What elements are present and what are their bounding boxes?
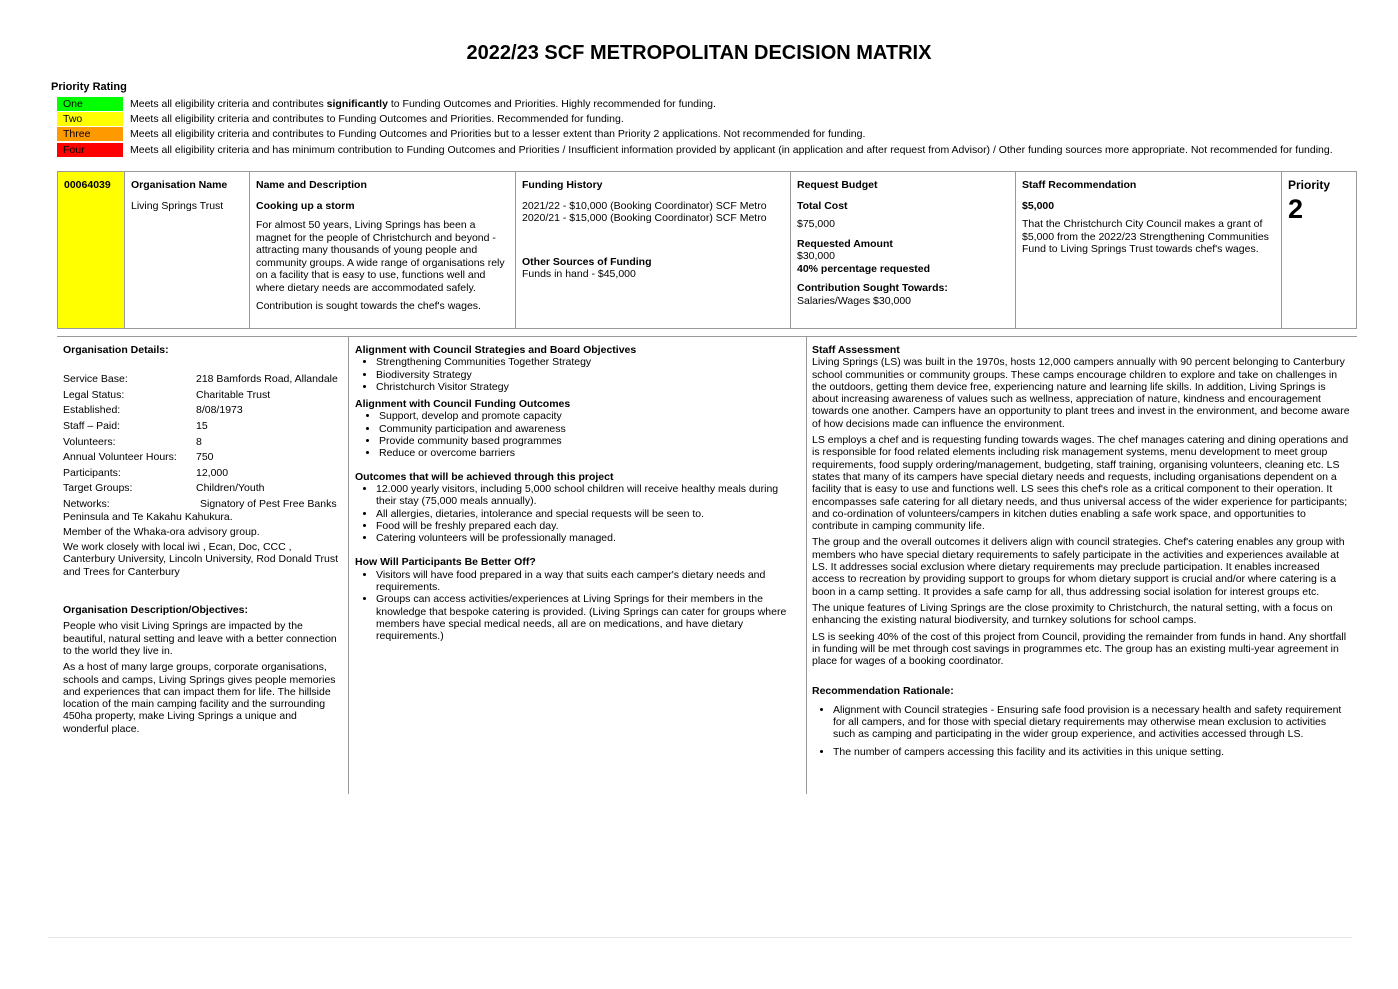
project-description: For almost 50 years, Living Springs has been a magnet for the people of Christchurch and beyond - attracting many thousands of young people and community groups. A wide range of organisations rely on a facility that is easy to use, functions well and where dietary needs are accommodated safely. [256, 219, 505, 294]
application-summary-table [57, 171, 1357, 329]
project-outcomes-heading: Outcomes that will be achieved through this project [355, 470, 614, 483]
list-item: • Community participation and awareness [379, 423, 795, 435]
assessment-paragraph: The unique features of Living Springs are the close proximity to Christchurch, the natural setting, with a focus on enhancing the existing natural biodiversity, and turnkey solutions for school camps. [812, 601, 1333, 627]
request-budget-heading: Request Budget [797, 179, 878, 191]
funding-history-heading: Funding History [522, 179, 603, 191]
detail-row: Participants: 12,000 [63, 466, 229, 479]
priority-description: Meets all eligibility criteria and contributes to Funding Outcomes and Priorities but to a lesser extent than Priority 2 applications. Not recommended for funding. [130, 128, 866, 140]
total-cost-label: Total Cost [797, 199, 848, 212]
list-item: • Strengthening Communities Together Strategy [376, 356, 795, 368]
priority-rating-heading: Priority Rating [51, 81, 127, 93]
staff-assessment-column [812, 344, 1350, 763]
networks-continued: Peninsula and Te Kakahu Kahukura. [63, 510, 233, 523]
detail-row: Staff – Paid: 15 [63, 420, 208, 433]
list-item: • All allergies, dietaries, intolerance and special requests will be seen to. [376, 508, 795, 520]
priority-rating-row [57, 143, 1357, 158]
list-item: • Biodiversity Strategy [376, 369, 795, 381]
organisation-name-heading: Organisation Name [131, 179, 228, 191]
priority-swatch-two: Two [57, 112, 123, 126]
assessment-paragraph: LS is seeking 40% of the cost of this project from Council, providing the remainder from funds in hand. Any shortfall in funding will be met through cost savings in programmes etc. The group has an existing multi-year agreement in place for wages of a booking coordinator. [812, 630, 1347, 668]
priority-rating-row [57, 112, 1357, 127]
organisation-name-cell [125, 172, 250, 328]
organisation-details-column [63, 344, 343, 735]
requested-amount: $30,000 [797, 250, 835, 262]
strategies-list [355, 356, 795, 393]
priority-rating-row [57, 127, 1357, 142]
priority-value: 2 [1288, 193, 1304, 224]
other-sources: Funds in hand - $45,000 [522, 268, 636, 280]
list-item: • Provide community based programmes [379, 435, 795, 447]
organisation-details-heading: Organisation Details: [63, 344, 169, 356]
organisation-description: As a host of many large groups, corporate organisations, schools and camps, Living Springs gives people memories and experiences that can impact them for life. The hillside location of the main camping facility and the surrounding 450ha property, make Living Springs a unique and wonderful place. [63, 661, 336, 735]
priority-heading: Priority [1288, 178, 1331, 192]
priority-rating-row [57, 97, 1357, 112]
priority-swatch-one: One [57, 97, 123, 111]
priority-swatch-three: Three [57, 127, 123, 141]
funding-history-item: 2020/21 - $15,000 (Booking Coordinator) SCF Metro [522, 212, 767, 224]
list-item: • Alignment with Council strategies - Ensuring safe food provision is a necessary health and safety requirement for all campers, and for those with special dietary requirements may otherwise mean exclusion to activities such as camping and participating in the wider group experience, and activities accessed through LS. [833, 704, 1350, 741]
member-text: Member of the Whaka-ora advisory group. [63, 525, 260, 538]
detail-row: Legal Status: Charitable Trust [63, 388, 271, 401]
assessment-paragraph: LS employs a chef and is requesting funding towards wages. The chef manages catering and dining operations and is responsible for food related elements including risk management systems, menu development to meet group requirements, food supply ordering/management, budgeting, staff training, organising volunteers, cleaning etc. LS states that many of its campers have special dietary needs and requests, including organisations dependent on a facility that is easy to use and functions well. LS sees this chef's role as a critical component to their operation. It encompasses safe catering for all dietary needs, and thus universal access of the wider experience for participants; and co-ordination of volunteers/campers in kitchen duties enabling a safe work space, and opportunities to contribute in camping community life. [812, 434, 1349, 533]
total-cost: $75,000 [797, 218, 835, 230]
funding-history-cell [516, 172, 791, 328]
rationale-heading: Recommendation Rationale: [812, 685, 954, 698]
contribution-towards-label: Contribution Sought Towards: [797, 282, 948, 294]
list-item: • Christchurch Visitor Strategy [376, 381, 795, 393]
assessment-paragraph: Living Springs (LS) was built in the 1970s, hosts 12,000 campers annually with 90 percent belonging to Canterbury school communities or community groups. These camps encourage children to explore and take on challenges in the outdoors, getting them device free, experiencing nature and learning life skills. In addition, Living Springs is about increasing awareness of values such as wellness, appreciation of nature, kindness and encouragement towards one another. Campers have an opportunity to plant trees and invest in the environment, and become aware of how decisions made can influence the environment. [812, 356, 1350, 430]
strategies-heading: Alignment with Council Strategies and Board Objectives [355, 344, 637, 356]
list-item: • Visitors will have food prepared in a way that suits each camper's dietary needs and requirements. [376, 569, 795, 594]
alignment-column [355, 344, 795, 643]
list-item: • Groups can access activities/experiences at Living Springs for their members in the knowledge that bespoke catering is provided. (Living Springs can cater for groups where members have special medical needs, all are on medications, and have dietary requirements.) [376, 593, 795, 642]
project-outcomes-list [355, 483, 795, 544]
priority-cell [1282, 172, 1356, 328]
list-item: • Support, develop and promote capacity [379, 410, 795, 422]
list-item: • Reduce or overcome barriers [379, 447, 795, 459]
name-description-cell [250, 172, 516, 328]
list-item: • The number of campers accessing this facility and its activities in this unique setting. [833, 746, 1350, 758]
detail-row: Service Base: 218 Bamfords Road, Allandale [63, 373, 338, 386]
organisation-description-heading: Organisation Description/Objectives: [63, 604, 248, 617]
funding-outcomes-list [355, 410, 795, 459]
list-item: • Catering volunteers will be professionally managed. [376, 532, 795, 544]
funding-outcomes-heading: Alignment with Council Funding Outcomes [355, 398, 571, 411]
application-id-cell [58, 172, 125, 328]
better-off-heading: How Will Participants Be Better Off? [355, 556, 536, 569]
detail-row: Target Groups: Children/Youth [63, 482, 265, 495]
staff-recommendation-cell [1016, 172, 1282, 328]
funding-history-item: 2021/22 - $10,000 (Booking Coordinator) SCF Metro [522, 199, 767, 212]
application-id: 00064039 [64, 179, 111, 191]
name-description-heading: Name and Description [256, 179, 367, 191]
detail-row: Volunteers: 8 [63, 435, 202, 448]
detail-row: Established: 8/08/1973 [63, 404, 243, 417]
page-title: 2022/23 SCF METROPOLITAN DECISION MATRIX [466, 42, 932, 64]
other-sources-heading: Other Sources of Funding [522, 255, 652, 268]
organisation-name: Living Springs Trust [131, 199, 224, 212]
list-item: • 12.000 yearly visitors, including 5,000 school children will receive healthy meals during their stay (75,000 meals annually). [376, 483, 795, 508]
column-divider [806, 337, 807, 794]
contribution-text: Contribution is sought towards the chef's wages. [256, 300, 481, 312]
networks-row: Networks: Signatory of Pest Free Banks [63, 498, 337, 511]
contribution-towards: Salaries/Wages $30,000 [797, 294, 912, 307]
staff-recommendation-text: That the Christchurch City Council makes a grant of $5,000 from the 2022/23 Strengthening Communities Fund to Living Springs Trust towards chef's wages. [1022, 218, 1269, 255]
column-divider [348, 337, 349, 794]
rationale-list [812, 704, 1350, 758]
priority-description: Meets all eligibility criteria and has minimum contribution to Funding Outcomes and Priorities / Insufficient information provided by applicant (in application and after request from Advisor) / Other funding sources more appropriate. Not recommended for funding. [130, 144, 1333, 156]
staff-assessment-heading: Staff Assessment [812, 344, 900, 356]
priority-description: Meets all eligibility criteria and contributes significantly to Funding Outcomes and Priorities. Highly recommended for funding. [130, 98, 716, 110]
request-budget-cell [791, 172, 1016, 328]
page-footer-rule [48, 937, 1352, 938]
assessment-paragraph: The group and the overall outcomes it delivers align with council strategies. Chef's catering enables any group with members who have special dietary requirements to safely participate in the activities and experiences available at LS. It addresses social exclusion where dietary requirements may preclude participation. It enables increased access to recreation by providing support to groups for whom dietary support is crucial and/or where catering is a boon in a camp setting. It provides a safe camp for all, thus addressing social isolation for interest groups etc. [812, 536, 1345, 598]
organisation-description: People who visit Living Springs are impacted by the beautiful, natural setting and leave with a better connection to the world they live in. [63, 620, 337, 657]
project-name: Cooking up a storm [256, 199, 355, 212]
section-divider [57, 336, 1357, 337]
work-text: We work closely with local iwi , Ecan, Doc, CCC , Canterbury University, Lincoln University, Rod Donald Trust and Trees for Canterbury [63, 541, 339, 578]
detail-row: Annual Volunteer Hours: 750 [63, 451, 214, 464]
staff-recommendation-heading: Staff Recommendation [1022, 179, 1137, 191]
priority-swatch-four: Four [57, 143, 123, 157]
percentage-requested: 40% percentage requested [797, 262, 931, 275]
better-off-list [355, 569, 795, 643]
requested-amount-label: Requested Amount [797, 237, 893, 250]
list-item: • Food will be freshly prepared each day. [376, 520, 795, 532]
priority-description: Meets all eligibility criteria and contributes to Funding Outcomes and Priorities. Recommended for funding. [130, 113, 624, 125]
staff-recommendation-amount: $5,000 [1022, 199, 1055, 212]
